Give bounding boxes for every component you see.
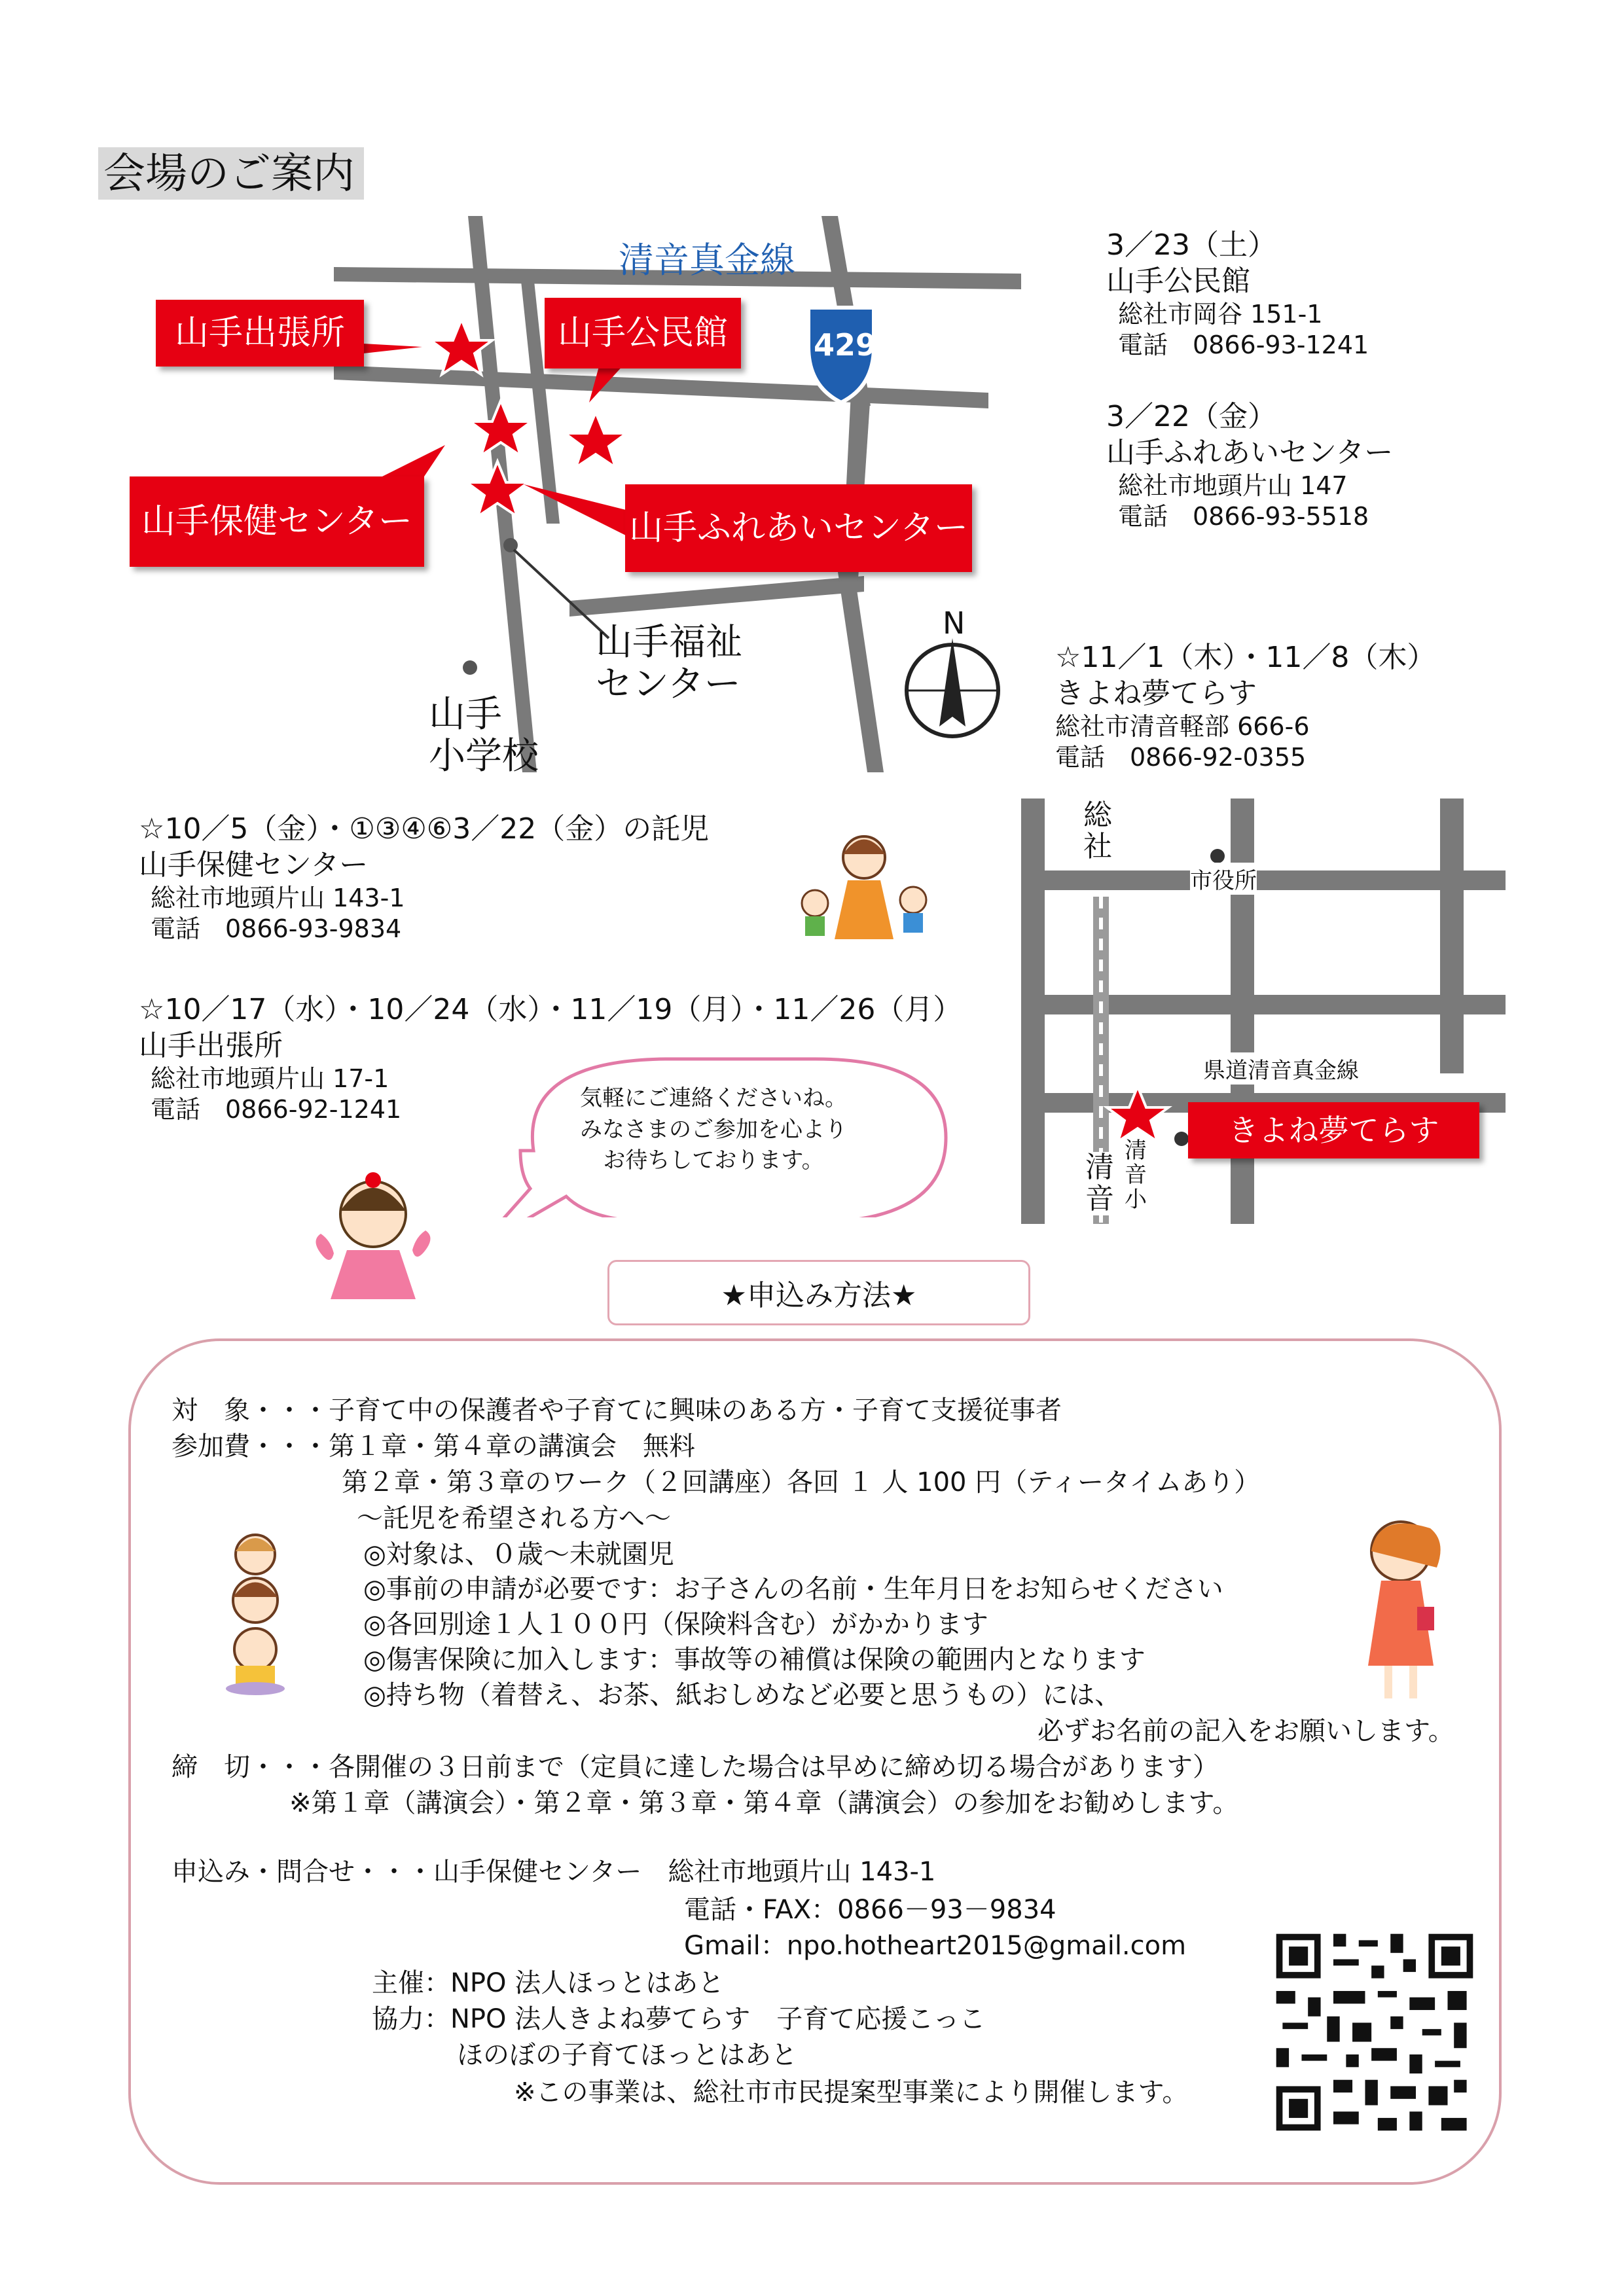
detail-deadline: 締 切・・・各開催の３日前まで（定員に達した場合は早めに締め切る場合があります） [171, 1752, 1219, 1782]
bubble-text [563, 1083, 864, 1177]
detail-childcare-2: ◎事前の申請が必要です：お子さんの名前・生年月日をお知らせください [363, 1574, 1223, 1604]
map2-soja: 総社 [1083, 800, 1115, 863]
north-label: N [943, 605, 965, 641]
venue-phone: 電話 0866-92-1241 [151, 1095, 402, 1124]
qr-code[interactable] [1270, 1928, 1479, 2137]
detail-childcare-title: ～託児を希望される方へ～ [357, 1503, 671, 1534]
venue-date: ☆10／5（金）・①③④⑥3／22（金）の託児 [139, 812, 710, 846]
detail-childcare-3: ◎各回別途１人１００円（保険料含む）がかかります [363, 1609, 988, 1640]
label-yamate-hoken: 山手保健センター [130, 476, 424, 567]
star-icon [565, 412, 626, 467]
detail-childcare-6: 必ずお名前の記入をお願いします。 [1038, 1716, 1454, 1746]
venue-phone: 電話 0866-93-9834 [151, 914, 402, 944]
cooperation-2: ほのぼの子育てほっとはあと [457, 2040, 797, 2070]
venue-name: 山手ふれあいセンター [1106, 435, 1394, 469]
detail-recommend: ※第１章（講演会）・第２章・第３章・第４章（講演会）の参加をお勧めします。 [289, 1788, 1239, 1818]
detail-fee: 参加費・・・第１章・第４章の講演会 無料 [171, 1431, 695, 1462]
method-title-box [607, 1260, 1030, 1325]
venue-name: 山手出張所 [139, 1028, 283, 1062]
label-kiyone: きよね夢てらす [1188, 1102, 1479, 1158]
bubble-line: 気軽にご連絡くださいね。 [580, 1085, 847, 1111]
bubble-line: お待ちしております。 [603, 1147, 824, 1174]
shiyakusho-dot-icon [1210, 849, 1225, 863]
girl-illustration [308, 1168, 439, 1312]
family-illustration [785, 828, 943, 959]
bubble-line: みなさまのご参加を心より [580, 1116, 847, 1143]
road-label: 清音真金線 [619, 240, 795, 281]
map2-kiyonesho: 清音小 [1125, 1138, 1147, 1213]
detail-target: 対 象・・・子育て中の保護者や子育てに興味のある方・子育て支援従事者 [171, 1395, 1062, 1426]
venue-phone: 電話 0866-92-0355 [1055, 743, 1307, 772]
venue-hoken [139, 812, 709, 944]
venue-date: ☆10／17（水）・10／24（水）・11／19（月）・11／26（月） [139, 993, 962, 1026]
venue-kominkan [1106, 228, 1369, 361]
map2-kiyone: 清音 [1085, 1152, 1117, 1215]
venue-name: 山手公民館 [1106, 264, 1250, 298]
school-label-line2: 小学校 [429, 735, 539, 778]
label-yamate-kominkan: 山手公民館 [545, 298, 741, 368]
kiyone-school-dot-icon [1174, 1132, 1189, 1146]
method-title: ★申込み方法★ [721, 1279, 917, 1312]
map2-road: 県道清音真金線 [1203, 1052, 1359, 1085]
route-number: 429 [814, 327, 877, 363]
note-project: ※この事業は、総社市市民提案型事業により開催します。 [514, 2077, 1189, 2108]
venue-date: 3／23（土） [1106, 228, 1276, 262]
venue-address: 総社市地頭片山 17-1 [151, 1064, 389, 1094]
venue-fureai [1106, 399, 1393, 532]
label-yamate-demise: 山手出張所 [156, 300, 364, 367]
woman-illustration [1352, 1515, 1450, 1705]
venue-name: 山手保健センター [139, 848, 369, 882]
detail-childcare-5: ◎持ち物（着替え、お茶、紙おしめなど必要と思うもの）には、 [363, 1680, 1121, 1710]
venue-phone: 電話 0866-93-5518 [1118, 502, 1369, 531]
contact-gmail: Gmail：npo.hotheart2015@gmail.com [684, 1931, 1187, 1961]
cooperation: 協力：NPO 法人きよね夢てらす 子育て応援こっこ [372, 2004, 986, 2034]
fukushi-label [596, 622, 742, 706]
organizer: 主催：NPO 法人ほっとはあと [372, 1968, 725, 1998]
detail-childcare-4: ◎傷害保険に加入します：事故等の補償は保険の範囲内となります [363, 1645, 1146, 1675]
fukushi-label-line1: 山手福祉 [596, 621, 742, 664]
venue-address: 総社市清音軽部 666-6 [1055, 712, 1310, 742]
north-arrow-icon [907, 638, 998, 736]
school-label-line1: 山手 [429, 693, 502, 736]
venue-address: 総社市地頭片山 147 [1118, 471, 1348, 501]
school-label [429, 694, 539, 778]
venue-address: 総社市岡谷 151-1 [1118, 300, 1323, 329]
venue-name: きよね夢てらす [1055, 676, 1257, 710]
detail-fee-work: 第２章・第３章のワーク（２回講座）各回 １ 人 100 円（ティータイムあり） [342, 1467, 1261, 1498]
children-illustration [219, 1528, 291, 1698]
map2-shiyakusho: 市役所 [1190, 863, 1257, 895]
label-yamate-fureai: 山手ふれあいセンター [625, 484, 972, 572]
venue-address: 総社市地頭片山 143-1 [151, 884, 405, 913]
contact-line: 申込み・問合せ・・・山手保健センター 総社市地頭片山 143-1 [171, 1857, 936, 1887]
venue-phone: 電話 0866-93-1241 [1118, 331, 1369, 360]
venue-kiyone [1055, 640, 1435, 773]
school-dot-icon [463, 660, 477, 675]
page-title: 会場のご案内 [98, 147, 364, 200]
venue-date: 3／22（金） [1106, 400, 1276, 433]
fukushi-label-line2: センター [596, 663, 741, 706]
contact-phone: 電話・FAX：0866－93－9834 [684, 1895, 1056, 1925]
detail-childcare-1: ◎対象は、０歳～未就園児 [363, 1539, 674, 1570]
venue-date: ☆11／1（木）・11／8（木） [1055, 641, 1436, 674]
